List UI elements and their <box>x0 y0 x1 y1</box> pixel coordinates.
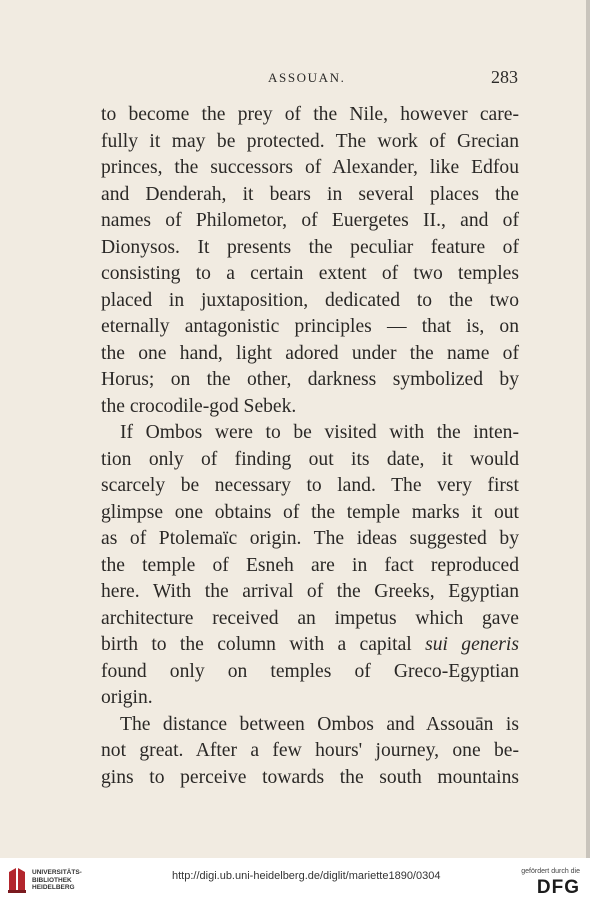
body-text <box>101 102 519 791</box>
text-line: Horus; on the other, darkness symbolized by <box>101 369 519 390</box>
institution-line: HEIDELBERG <box>32 884 75 891</box>
page-number: 283 <box>491 67 518 87</box>
text-line: If Ombos were to be visited with the inten- <box>120 422 519 443</box>
text-line: the temple of Esneh are in fact reproduced <box>101 554 519 576</box>
sponsor-caption: gefördert durch die <box>521 868 580 875</box>
text-line: placed in juxtaposition, dedicated to the two <box>101 289 519 311</box>
institution-line: BIBLIOTHEK <box>32 876 72 884</box>
text-line: consisting to a certain extent of two temples <box>101 263 519 284</box>
text-line: to become the prey of the Nile, however care- <box>101 104 519 125</box>
text-line: scarcely be necessary to land. The very first <box>101 475 519 496</box>
text-line: not great. After a few hours' journey, one be- <box>101 740 519 761</box>
text-line: Dionysos. It presents the peculiar feature of <box>101 236 519 258</box>
text-line: the one hand, light adored under the name of <box>101 342 519 364</box>
institution-name <box>32 869 82 892</box>
text-line: gins to perceive towards the south mountains <box>101 766 519 788</box>
text-line <box>101 632 519 659</box>
institution-line: UNIVERSITÄTS- <box>32 869 82 876</box>
text-line: eternally antagonistic principles — that is, on <box>101 316 519 337</box>
text-segment: birth to the column with a capital <box>101 634 412 655</box>
running-head <box>100 67 520 94</box>
text-line: princes, the successors of Alexander, like Edfou <box>101 157 519 178</box>
text-line: found only on temples of Greco-Egyptian <box>101 660 519 682</box>
text-line: names of Philometor, of Euergetes II., and of <box>101 210 519 231</box>
text-line: as of Ptolemaïc origin. The ideas suggested by <box>101 528 519 549</box>
viewer-footer <box>0 858 590 902</box>
text-line: The distance between Ombos and Assouān is <box>120 713 519 735</box>
text-line: fully it may be protected. The work of Grecian <box>101 130 519 152</box>
italic-phrase: sui generis <box>425 634 519 655</box>
sponsor-logo: DFG <box>536 877 580 898</box>
text-line: the crocodile-god Sebek. <box>101 395 297 417</box>
text-line: architecture received an impetus which gave <box>101 607 519 629</box>
text-line: origin. <box>101 687 153 708</box>
text-line: and Denderah, it bears in several places the <box>101 183 519 205</box>
text-line: glimpse one obtains of the temple marks it out <box>101 501 519 523</box>
text-line: tion only of finding out its date, it would <box>101 448 519 470</box>
text-line: here. With the arrival of the Greeks, Egyptian <box>101 581 519 602</box>
university-logo-icon <box>6 866 28 894</box>
running-head-title: ASSOUAN. <box>268 70 346 85</box>
permalink[interactable]: http://digi.ub.uni-heidelberg.de/diglit/mariette1890/0304 <box>172 870 441 882</box>
